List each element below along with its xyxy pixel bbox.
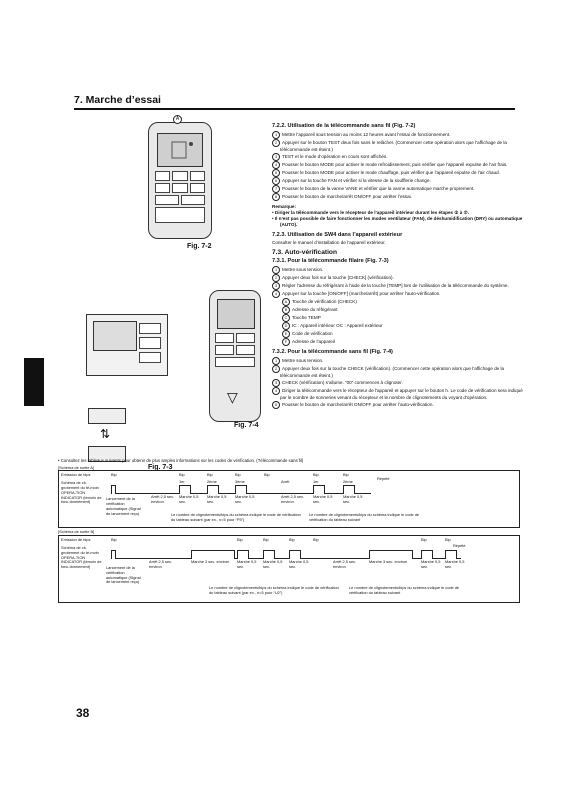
schema-b-repeat: Répété [453,543,466,549]
schema-b-timing-8: Marche 0,5 sec. [421,559,441,569]
schema-b-pulse [263,550,275,559]
schema-a-title: [Schéma de sortie A] [58,464,94,470]
schema-a-timing-6: Marche 0,5 sec. [313,494,333,505]
item-732-4: 4 Diriger la télécommande vers le récepteur de l’appareil et appuyer sur le bouton h. Le code de vérification sera indiqué par le nombre de sonneries venant du récepteur et le nombre de clignotements du voyant d’opération. [280,387,524,401]
schema-a-pulse [313,485,325,494]
wireless-remote-fig74 [209,290,261,422]
remark-title: Remarque: [272,204,296,210]
schema-a-note-2: Le nombre de clignotements/bips du schéma indique le code de vérification du tableau suivant [309,512,420,523]
schema-b-pulse [445,550,457,559]
wireless-remote-fig72 [148,116,212,239]
schema-b-pulse [369,550,413,559]
remote-buttons-74 [215,333,255,367]
consult-note: • Consultez les tableaux suivants pour obtenir de plus amples informations sur les codes de vérification. (Télécommande sans fil) [58,458,304,463]
check-button[interactable] [155,195,179,205]
wired-remote-buttons [139,323,161,363]
schema-b-bip-5: Bip [313,537,319,543]
schema-a-mark-3: 3ème [235,479,245,485]
schema-b-timing-4: Marche 0,5 sec. [263,559,283,569]
heading-723: 7.2.3. Utilisation de SW4 dans l’appareil extérieur [272,231,403,238]
schema-b-row2-label: Schéma de cli-gnotement du té-moin OPERA-TION INDICATOR (témoin de fonc-tionnement) [61,545,102,569]
louver-button[interactable] [172,183,187,193]
remote-buttons [155,171,205,223]
callout-a-icon: A [173,115,182,124]
schema-a-mark-4: Arrêt [281,479,290,485]
item-722-2: 2 Appuyer sur le bouton TEST deux fois sans le relâcher. (Commencer cette opération alors que l’affichage de la télécommande est éteint.) [280,139,524,153]
schema-b-timing-6: Arrêt 2,5 sec. environ [333,559,357,569]
temp-down-button[interactable] [155,171,170,181]
item-732-2: 2 Appuyer deux fois sur la touche CHECK (vérification). (Commencer cette opération alors que l’affichage de la télécommande est éteint.) [280,365,524,379]
legend-d: D IC : Appareil intérieur OC : Appareil extérieur [282,322,524,330]
test-button[interactable] [190,183,205,193]
schema-a-repeat: Répété [377,476,390,482]
item-731-2: 2 Appuyer deux fois sur la touche [CHECK] (vérification). [280,274,524,282]
item-722-1: 1 Mettre l’appareil sous tension au moins 12 heures avant l’essai de fonctionnement. [280,131,524,139]
schema-a-mark-2: 2ème [207,479,217,485]
wired-remote-fig73 [86,314,168,376]
heading-732: 7.3.2. Pour la télécommande sans fil (Fig. 7-4) [272,348,393,355]
schema-a-timing-4: Marche 0,5 sec. [235,494,255,505]
schema-b-box [58,535,520,603]
page-number: 38 [76,706,90,720]
schema-a-sub-label: Lancement de la vérification automatique (Signal de lancement reçu) [106,496,141,516]
onoff-button-wired[interactable] [139,352,161,363]
schema-b-bip-2: Bip [237,537,243,543]
schema-a-mark-6: 2ème [343,479,353,485]
item-722-5: 5 Pousser le bouton MODE pour activer le mode chauffage, puis vérifier que l’appareil expulse de l’air chaud. [280,169,524,177]
legend-e: E Code de vérification [282,330,524,338]
schema-b-title: [Schéma de sortie B] [58,529,95,535]
timer-button[interactable] [181,195,205,205]
section-title: 7. Marche d’essai [74,94,161,106]
schema-a-timing-2: Marche 0,5 sec. [179,494,199,505]
schema-b-sub-label: Lancement de la vérification automatique (Signal de lancement reçu) [106,565,141,585]
check-display-panel [88,408,126,424]
check-button-wired[interactable] [139,337,161,348]
schema-b-pulse [289,550,301,559]
fig72-label: Fig. 7-2 [187,243,212,250]
schema-a-timing-3: Marche 0,5 sec. [207,494,227,505]
remark-2: • Il n’est pas possible de faire fonctionner les modes ventilateur (FAN), de déshumidification (DRY) ou automatique (AUTO). [272,216,523,228]
fig74-label: Fig. 7-4 [234,422,259,429]
schema-b-pulse [191,550,235,559]
legend-b: B Adresse du réfrigérant [282,306,524,314]
item-731-3: 3 Régler l’adresse du réfrigérant à l’aide de la touche [TEMP] lors de l’utilisation de la télécommande du système. [280,282,524,290]
item-732-1: 1 Mettre sous tension. [280,357,524,365]
output-schemas [58,459,520,603]
schema-a-mark-5: 1er [313,479,319,485]
legend-a: A Touche de vérification (CHECK) [282,298,524,306]
mode-button[interactable] [155,183,170,193]
schema-b-timing-1: Arrêt 2,5 sec. environ [149,559,173,569]
item-732-3: 3 CHECK (vérification) s’allume. “00” commences à clignoter. [280,379,524,387]
mode-button-74[interactable] [215,333,234,343]
side-tab-marker [24,358,44,406]
schema-b-row1-label: Emission de bips [61,537,91,543]
check-button-74[interactable] [215,345,234,355]
schema-a-bip-6: Bip [313,472,319,478]
onoff-button[interactable] [155,207,205,223]
display-segments-icon [158,134,202,166]
vane-button-74[interactable] [236,345,255,355]
schema-a-pulse [179,485,191,494]
schema-a-note-1: Le nombre de clignotements/bips du schéma indique le code de vérification du tableau suivant (par ex., n=5 pour “P5”) [171,512,301,523]
schema-b-timing-9: Marche 0,5 sec. [445,559,465,569]
schema-a-bip-7: Bip [343,472,349,478]
schema-a-pulse [207,485,219,494]
schema-b-note-2: Le nombre de clignotements/bips du schéma indique le code de vérification du tableau suivant [349,585,460,595]
schema-b-timing-2: Marche 3 sec. environ [191,559,230,565]
remote-display-74 [217,299,255,329]
schema-a-bip-5: Bip [264,472,270,478]
item-722-4: 4 Pousser le bouton MODE pour activer le mode refroidissement, puis vérifier que l’appareil expulse de l’air frais. [280,161,524,169]
schema-b-bip-4: Bip [289,537,295,543]
heading-722: 7.2.2. Utilisation de la télécommande sans fil (Fig. 7-2) [272,123,416,129]
test-button-74[interactable] [215,357,255,367]
legend-f: F Adresse de l’appareil [282,338,524,346]
schema-b-pulse [237,550,249,559]
schema-a-timing-1: Arrêt 2,5 sec. environ [151,494,175,505]
schema-a-timing-7: Marche 0,5 sec. [343,494,363,505]
item-722-6: 6 Appuyer sur la touche FAN et vérifier si la vitesse de la soufflerie change. [280,177,524,185]
item-731-4: 4 Appuyer sur la touche [ON/OFF] (marche/arrêt) pour arrêter l’auto-vérification. [280,290,524,298]
fan-button-74[interactable] [236,333,255,343]
item-722-8: 8 Pousser le bouton de marche/arrêt ON/OFF pour arrêter l’essai. [280,193,524,201]
text-723: Consulter le manuel d’installation de l’appareil extérieur. [272,239,386,245]
schema-b-bip-1: Bip [111,537,117,543]
schema-a-pulse [111,485,116,494]
item-732-5: 5 Pousser le bouton de marche/arrêt ON/OFF pour arrêter l’auto-vérification. [280,401,524,409]
remote-display [157,133,203,167]
schema-a-row2-label: Schéma de cli-gnotement du té-moin OPERA-TION INDICATOR (témoin de fonc-tionnement) [61,480,102,505]
schema-a-bip-4: Bip [235,472,241,478]
fig73-label: Fig. 7-3 [148,464,173,471]
remark-1: • Diriger la télécommande vers le récepteur de l’appareil intérieur durant les étapes ② à ⑦. [272,210,469,216]
legend-731 [282,298,524,346]
fan-button[interactable] [172,171,187,181]
vane-button[interactable] [190,171,205,181]
down-arrow-icon: ▽ [227,389,238,405]
temp-button[interactable] [139,323,161,334]
schema-a-timing-5: Arrêt 2,5 sec. environ [281,494,305,505]
item-731-1: 1 Mettre sous tension. [280,266,524,274]
item-722-3: 3 TEST et le mode d’opération en cours sont affichés. [280,153,524,161]
schema-b-pulse [421,550,433,559]
schema-b-pulse [111,550,116,559]
schema-b-timing-7: Marche 3 sec. environ [369,559,408,565]
schema-a-box [58,470,520,528]
schema-b-timing-5: Marche 0,5 sec. [289,559,309,569]
schema-a-pulse [343,485,355,494]
schema-b-timing-3: Marche 0,5 sec. [237,559,257,569]
heading-731: 7.3.1. Pour la télécommande filaire (Fig. 7-3) [272,257,389,264]
item-722-7: 7 Pousser le bouton de la vanne VANE et vérifier que la vanne automatique marche proprement. [280,185,524,193]
schema-b-bip-7: Bip [445,537,451,543]
wired-remote-display [93,321,137,351]
schema-b-bip-3: Bip [263,537,269,543]
schema-a-pulse [235,485,247,494]
schema-b-bip-6: Bip [421,537,427,543]
schema-b-note-1: Le nombre de clignotements/bips du schéma indique le code de vérification du tableau suivant (par ex., n=5 pour “U2”) [209,585,339,595]
arrow-updown-icon: ⇅ [100,427,111,441]
title-rule [74,108,515,110]
legend-c: C Touche TEMP [282,314,524,322]
schema-a-bip-2: Bip [179,472,185,478]
schema-a-mark-1: 1er [179,479,185,485]
schema-a-bip-1: Bip [111,472,117,478]
schema-a-row1-label: Emission de bips [61,472,91,478]
heading-73: 7.3. Auto-vérification [272,248,337,256]
text-column [272,120,524,409]
schema-a-bip-3: Bip [207,472,213,478]
